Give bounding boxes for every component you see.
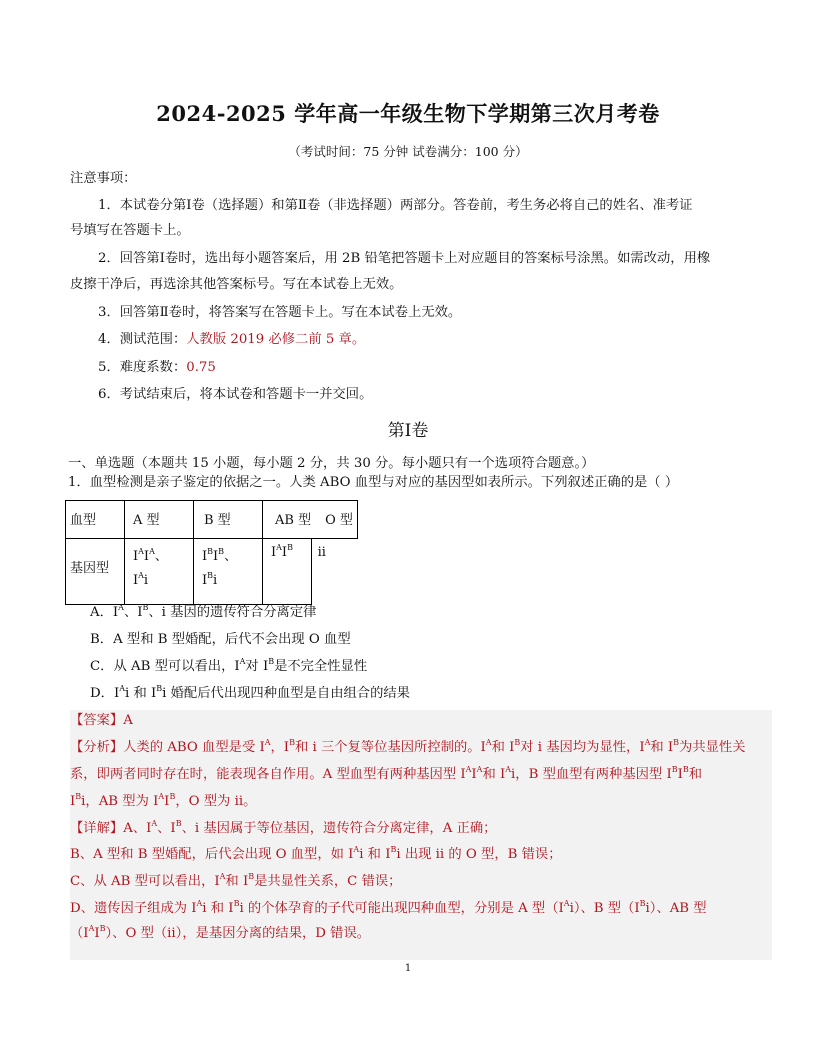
detail-line-2: B、A 型和 B 型婚配，后代会出现 O 血型，如 $I^Ai$ 和 $I^Bi$ 出现 ii 的 O 型，B 错误； — [70, 845, 562, 862]
notice-5: 5．难度系数：0.75 — [98, 360, 216, 375]
notice-4: 4．测试范围：人教版 2019 必修二前 5 章。 — [98, 332, 366, 347]
table-header-ab: AB 型 — [275, 513, 312, 528]
analysis-line-3: $I^Bi$，AB 型为 $I^AI^B$，O 型为 ii。 — [70, 792, 257, 809]
detail-line-1: 【详解】A、$I^A$、$I^B$、i 基因属于等位基因，遗传符合分离定律，A 正确； — [70, 819, 497, 836]
table-header-a: A 型 — [133, 513, 160, 528]
part-heading: 一、单选题（本题共 15 小题，每小题 2 分，共 30 分。每小题只有一个选项符合题意。） — [68, 456, 595, 471]
table-header-b: B 型 — [204, 513, 231, 528]
exam-info: （考试时间：75 分钟 试卷满分：100 分） — [288, 144, 528, 159]
notice-6: 6．考试结束后，将本试卷和答题卡一并交回。 — [98, 387, 373, 402]
option-d: D．$I^Ai$ 和 $I^Bi$ 婚配后代出现四种血型是自由组合的结果 — [90, 684, 410, 701]
genotype-a: $I^AI^A$、 $I^Ai$ — [133, 547, 168, 588]
genotype-o: ii — [317, 545, 326, 560]
notice-2a: 2．回答第Ⅰ卷时，选出每小题答案后，用 2B 铅笔把答题卡上对应题目的答案标号涂黑。如需改动，用橡 — [98, 251, 711, 266]
page-number: 1 — [404, 963, 412, 974]
detail-line-3: C、从 AB 型可以看出，$I^A$和 $I^B$是共显性关系，C 错误； — [70, 872, 402, 889]
analysis-line-1: 【分析】人类的 ABO 血型是受 $I^A$，$I^B$和 i 三个复等位基因所控制的。$I^A$和 $I^B$对 i 基因均为显性，$I^A$和 $I^B$为共显性关 — [70, 738, 746, 755]
page-title: 2024-2025 学年高一年级生物下学期第三次月考卷 — [156, 101, 660, 126]
analysis-line-2: 系，即两者同时存在时，能表现各自作用。A 型血型有两种基因型 $I^AI^A$和 $I^Ai$，B 型血型有两种基因型 $I^BI^B$和 — [70, 765, 703, 782]
genotype-b: $I^BI^B$、 $I^Bi$ — [202, 547, 238, 588]
option-b: B．A 型和 B 型婚配，后代不会出现 O 血型 — [90, 632, 351, 647]
notice-2b: 皮擦干净后，再选涂其他答案标号。写在本试卷上无效。 — [70, 277, 403, 292]
notice-3: 3．回答第Ⅱ卷时，将答案写在答题卡上。写在本试卷上无效。 — [98, 305, 462, 320]
detail-line-5: $(I^AI^B)$、O 型（ii），是基因分离的结果，D 错误。 — [70, 924, 371, 941]
table-header-bloodtype: 血型 — [70, 513, 97, 528]
answer: 【答案】A — [70, 713, 133, 728]
option-c: C．从 AB 型可以看出，$I^A$对 $I^B$是不完全性显性 — [90, 657, 368, 674]
table-row-genotype: 基因型 — [70, 561, 110, 576]
table-header-o: O 型 — [325, 513, 353, 528]
blood-type-table — [65, 500, 358, 605]
question-stem: 1．血型检测是亲子鉴定的依据之一。人类 ABO 血型与对应的基因型如表所示。下列叙述正确的是（ ） — [68, 475, 679, 490]
notice-1a: 1．本试卷分第Ⅰ卷（选择题）和第Ⅱ卷（非选择题）两部分。答卷前，考生务必将自己的姓名、准考证 — [98, 198, 693, 213]
genotype-ab: $I^AI^B$ — [271, 543, 293, 560]
option-a: A．$I^A$、$I^B$、i 基因的遗传符合分离定律 — [90, 603, 317, 620]
notice-heading: 注意事项： — [70, 171, 137, 186]
section-title: 第Ⅰ卷 — [387, 421, 429, 441]
detail-line-4: D、遗传因子组成为 $I^Ai$ 和 $I^Bi$ 的个体孕育的子代可能出现四种血型，分别是 A 型$(I^Ai)$、B 型$(I^Bi)$、AB 型 — [70, 899, 707, 916]
notice-1b: 号填写在答题卡上。 — [70, 223, 190, 238]
